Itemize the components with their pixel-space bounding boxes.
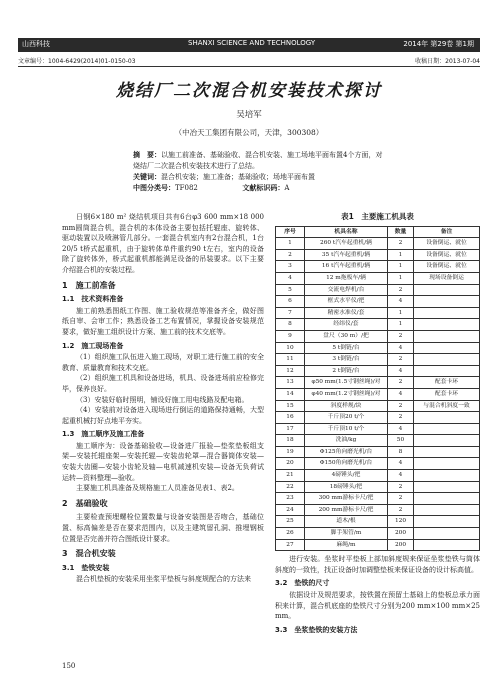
table-row [276, 470, 480, 482]
table-row [276, 261, 480, 273]
table-cell: 4 [388, 458, 414, 470]
table-cell: 300 mm游标卡尺/把 [305, 493, 388, 505]
table-row [276, 458, 480, 470]
table-cell: 35 t汽车起重机/辆 [305, 249, 388, 261]
page-number: 150 [62, 662, 76, 670]
table-cell [414, 458, 480, 470]
affiliation: （中冶天工集团有限公司，天津，300308） [174, 128, 324, 137]
keywords-text: 混合机安装；施工准备；基础验收；场地平面布置 [161, 173, 315, 181]
table-cell: 19 [276, 446, 305, 458]
table-row [276, 400, 480, 412]
table-cell: 麻绳/m [305, 539, 388, 551]
table-cell: Φ125角向磨光机/台 [305, 446, 388, 458]
table-header-cell: 备注 [414, 226, 480, 238]
table-cell: 2 [388, 504, 414, 516]
table-cell: 2 [388, 284, 414, 296]
paragraph-3-2: 依据设计及规范要求，按铁置在预留土基础上的垫板总承力面积来计算，混合机底座的垫铁尺寸分别为200 mm×100 mm×25 mm。 [275, 591, 480, 621]
table-cell: 12 m拖板车/辆 [305, 272, 388, 284]
table-cell: 2 [388, 377, 414, 389]
table-cell: 10 [276, 342, 305, 354]
table-cell: 4磅锤头/把 [305, 470, 388, 482]
table-cell: 1 [388, 272, 414, 284]
table-cell [414, 342, 480, 354]
section-heading-2: 2 基础验收 [62, 498, 108, 508]
table-row [276, 435, 480, 447]
table-cell: 2 t倒链/台 [305, 365, 388, 377]
issue-info: 2014年 第29卷 第1期 [403, 40, 474, 48]
table-cell [414, 470, 480, 482]
table-row [276, 528, 480, 540]
table-cell [414, 330, 480, 342]
left-column [62, 212, 264, 585]
table-cell: 24 [276, 504, 305, 516]
table-cell: φ40 mm(1.2寸钢丝绳)/对 [305, 388, 388, 400]
table-cell: 4 [276, 272, 305, 284]
table-cell: 18磅锤头/把 [305, 481, 388, 493]
table-cell: 2 [388, 412, 414, 424]
journal-name-cn: 山西科技 [22, 40, 50, 48]
paragraph-1-2a: （1）组织施工队伍进入施工现场，对职工进行施工前的安全教育、质量教育和技术交底。 [62, 353, 264, 372]
table-cell [414, 307, 480, 319]
table-cell: 260 t汽车起重机/辆 [305, 238, 388, 250]
clc-label: 中图分类号： [133, 184, 175, 192]
paragraph-1-1: 施工前熟悉图纸工作图、施工验收规范等准备齐全，做好图纸自审、会审工作；熟悉设备工艺布置情况，掌握设备安装规范要求，做好施工组织设计方案、施工前的技术交底等。 [62, 306, 264, 336]
table-cell: 50 [388, 435, 414, 447]
table-cell: 11 [276, 354, 305, 366]
table-header-cell: 机具名称 [305, 226, 388, 238]
table-cell: 26 [276, 528, 305, 540]
table-cell: 5 [276, 284, 305, 296]
table-cell [414, 539, 480, 551]
table-row [276, 365, 480, 377]
table-cell: 4 [388, 423, 414, 435]
table-cell: 1 [388, 319, 414, 331]
table-cell [414, 296, 480, 308]
paragraph-3-1: 混合机垫板的安装采用坐浆平垫板与斜度规配合的方法来 [76, 575, 251, 584]
table-cell: 13 [276, 377, 305, 389]
table-row [276, 412, 480, 424]
table-cell: 2 [388, 330, 414, 342]
table-cell [414, 446, 480, 458]
subsection-heading-1-3: 1.3 施工顺序及施工准备 [62, 430, 145, 439]
table-cell: 洗油/kg [305, 435, 388, 447]
doc-code-text: A [284, 184, 290, 192]
table-cell: 现场设备倒运 [414, 272, 480, 284]
subsection-heading-3-2: 3.2 垫铁的尺寸 [275, 579, 330, 588]
table-cell: 千斤顶10 t/个 [305, 423, 388, 435]
keywords-label: 关键词： [133, 173, 161, 181]
table-row [276, 539, 480, 551]
table-cell: 设备倒运、就位 [414, 261, 480, 273]
abstract-block [133, 150, 383, 194]
table-cell: 16 t汽车起重机/辆 [305, 261, 388, 273]
table-cell: 4 [388, 342, 414, 354]
intro-paragraph: 日钢6×180 m² 烧结机项目共有6台φ3 600 mm×18 000 mm圆筒混合机，混合机的本体设备主要包括托辊座、旋转体、驱动装置以及喷淋管几部分。一套混合机室内有2台混合机，1台20/5 t桥式起重机，由于旋转体单件重约90 t左右，室内的设备除了旋转体外，桥式起重机都能满足设备的吊装要求。以下主要介绍混合机的安装过程。 [62, 213, 264, 274]
table-cell: 4 [388, 470, 414, 482]
table-cell: 设备倒运、就位 [414, 238, 480, 250]
table-cell: 22 [276, 481, 305, 493]
table-row [276, 446, 480, 458]
table-cell: 2 [388, 481, 414, 493]
received-date: 收稿日期：2013-07-04 [415, 58, 480, 65]
paragraph-1-3b: 主要施工机具准备及规格施工人员准备见表1、表2。 [76, 484, 239, 493]
section-heading-3: 3 混合机安装 [62, 549, 116, 559]
table-cell: 20 [276, 458, 305, 470]
table-row [276, 423, 480, 435]
table-cell: 2 [276, 249, 305, 261]
abstract-label: 摘 要： [133, 151, 161, 159]
table-cell: 120 [388, 516, 414, 528]
article-meta [18, 56, 480, 67]
table-cell: 17 [276, 423, 305, 435]
table-row [276, 493, 480, 505]
equipment-table [275, 226, 480, 552]
table-cell: 21 [276, 470, 305, 482]
table-cell: 配套卡环 [414, 388, 480, 400]
table-cell: 经纬仪/套 [305, 319, 388, 331]
table-cell: 4 [388, 296, 414, 308]
table-cell [414, 284, 480, 296]
table-cell: 精密水准仪/套 [305, 307, 388, 319]
table-cell: 交流电焊机/台 [305, 284, 388, 296]
table-cell: 1 [276, 238, 305, 250]
paragraph-1-2d: （4）安装前对设备进入现场进行倒运的道路保持通畅，大型起重机械打好点地平夯实。 [62, 406, 264, 425]
table-cell: 配套卡环 [414, 377, 480, 389]
table-cell: 1 [388, 261, 414, 273]
paragraph-after-table: 进行安装。坐浆时平垫板上部加斜度规来保证坐浆垫铁与筒体斜度的一致性，找正设备时加调整垫板来保证设备的设计标高值。 [275, 555, 480, 574]
page-header [0, 0, 498, 50]
paragraph-1-3a: 施工顺序为：设备基础验收—设备进厂报验—垫浆垫板组支架—安装托辊座架—安装托辊—安装齿轮罩—混合器筒体安装—安装大齿圈—安装小齿轮及轴—电机减速机安装—设备无负荷试运转—资料整理—验收。 [62, 441, 264, 482]
table-cell: Φ150角向磨光机/台 [305, 458, 388, 470]
table-cell [414, 493, 480, 505]
table-cell: φ50 mm(1.5寸钢丝绳)/对 [305, 377, 388, 389]
paper-title: 烧结厂二次混合机安装技术探讨 [116, 81, 382, 101]
table-cell: 斜度样规/块 [305, 400, 388, 412]
table-row [276, 296, 480, 308]
table-cell: 18 [276, 435, 305, 447]
table-cell [414, 435, 480, 447]
table-cell [414, 516, 480, 528]
table-cell: 2 [388, 238, 414, 250]
table-cell: 14 [276, 388, 305, 400]
table-cell [414, 528, 480, 540]
table-cell: 2 [388, 493, 414, 505]
subsection-heading-3-3: 3.3 坐浆垫铁的安装方法 [275, 625, 358, 634]
table-cell [414, 504, 480, 516]
table-cell: 2 [388, 400, 414, 412]
paragraph-2: 主要检查预埋螺栓位置数量与设备安装图是否吻合，基础位置、标高偏差是否在要求范围内，以及主建筑留孔洞、推埋钢板位置是否完善并符合图纸设计要求。 [62, 513, 264, 543]
table-row [276, 284, 480, 296]
subsection-heading-3-1: 3.1 垫铁安装 [62, 563, 110, 572]
table-cell: 盘尺（30 m）/把 [305, 330, 388, 342]
table-cell: 25 [276, 516, 305, 528]
table-cell: 6 [276, 296, 305, 308]
table-row [276, 319, 480, 331]
table-cell [414, 412, 480, 424]
table-cell: 3 t倒链/台 [305, 354, 388, 366]
table-cell [414, 354, 480, 366]
subsection-heading-1-2: 1.2 施工现场准备 [62, 341, 124, 350]
table-cell: 200 mm游标卡尺/把 [305, 504, 388, 516]
table-cell: 12 [276, 365, 305, 377]
table-cell: 200 [388, 528, 414, 540]
table-row [276, 330, 480, 342]
table-caption: 表1 主要施工机具表 [341, 212, 414, 221]
table-cell [414, 481, 480, 493]
article-number: 文章编号：1004-6429(2014)01-0150-03 [18, 58, 136, 65]
table-cell: 27 [276, 539, 305, 551]
abstract-text: 以施工前准备、基础验收、混合机安装、施工场地平面布置4个方面，对烧结厂二次混合机安装技术进行了总结。 [133, 151, 383, 170]
table-cell [414, 319, 480, 331]
right-column [275, 212, 480, 636]
keywords [133, 172, 383, 183]
table-header-cell: 序号 [276, 226, 305, 238]
table-cell: 23 [276, 493, 305, 505]
table-row [276, 481, 480, 493]
paragraph-1-2c: （3）安装好临时照明，铺设好施工用电线路及配电箱。 [76, 395, 249, 404]
table-cell: 7 [276, 307, 305, 319]
table-cell: 框式水平仪/把 [305, 296, 388, 308]
table-cell: 与混合机斜度一致 [414, 400, 480, 412]
table-row [276, 354, 480, 366]
table-cell: 设备倒运、就位 [414, 249, 480, 261]
table-cell: 道木/根 [305, 516, 388, 528]
table-cell: 1 [388, 249, 414, 261]
table-cell: 1 [388, 307, 414, 319]
table-body [276, 238, 480, 551]
table-row [276, 307, 480, 319]
section-heading-1: 1 施工前准备 [62, 280, 116, 290]
table-cell: 200 [388, 539, 414, 551]
table-header-row [276, 226, 480, 238]
header-bar [18, 38, 480, 52]
table-cell: 15 [276, 400, 305, 412]
table-header-cell: 数量 [388, 226, 414, 238]
journal-name-en: SHANXI SCIENCE AND TECHNOLOGY [188, 39, 316, 47]
table-row [276, 516, 480, 528]
author: 吴培军 [236, 110, 262, 120]
table-cell: 8 [276, 319, 305, 331]
paragraph-1-2b: （2）组织施工机具和设备进场，机具、设备进场前应检修完毕，保养良好。 [62, 374, 264, 393]
table-cell [414, 423, 480, 435]
table-cell: 脚手架管/m [305, 528, 388, 540]
doc-code-label: 文献标识码： [242, 184, 285, 192]
table-cell [414, 365, 480, 377]
table-row [276, 388, 480, 400]
clc-text: TF082 [175, 184, 198, 192]
table-cell: 16 [276, 412, 305, 424]
table-cell: 千斤顶20 t/个 [305, 412, 388, 424]
table-row [276, 249, 480, 261]
table-cell: 5 t倒链/台 [305, 342, 388, 354]
table-cell: 9 [276, 330, 305, 342]
table-cell: 2 [388, 354, 414, 366]
table-cell: 3 [276, 261, 305, 273]
table-row [276, 272, 480, 284]
table-cell: 8 [388, 446, 414, 458]
table-row [276, 238, 480, 250]
subsection-heading-1-1: 1.1 技术资料准备 [62, 295, 124, 304]
table-row [276, 342, 480, 354]
abstract [133, 150, 383, 172]
table-row [276, 377, 480, 389]
classification [133, 183, 383, 194]
table-cell: 4 [388, 388, 414, 400]
table-cell: 4 [388, 365, 414, 377]
table-row [276, 504, 480, 516]
